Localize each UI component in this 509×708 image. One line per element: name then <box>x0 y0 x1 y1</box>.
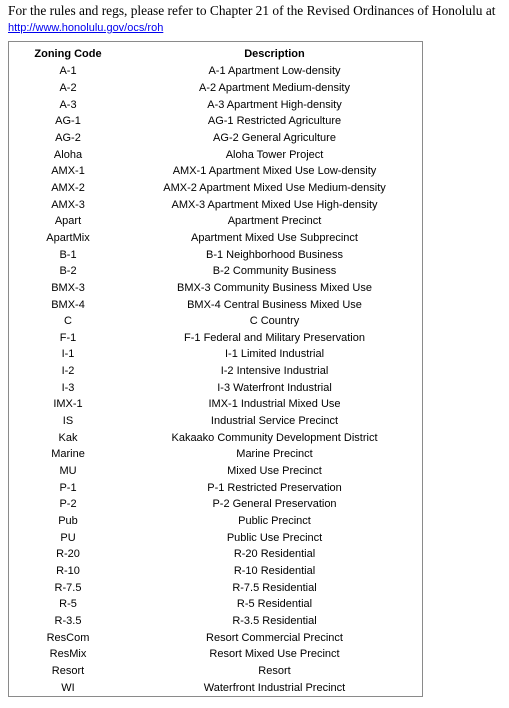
table-row <box>9 130 422 147</box>
description-cell: AMX-1 Apartment Mixed Use Low-density <box>172 165 377 178</box>
description-cell: Aloha Tower Project <box>225 148 324 161</box>
table-row <box>9 246 422 263</box>
table-row <box>9 313 422 330</box>
intro-paragraph <box>8 3 503 36</box>
table-row <box>9 280 422 297</box>
zoning-code-cell: R-20 <box>56 548 80 561</box>
zoning-code-cell: Aloha <box>53 148 83 161</box>
zoning-code-cell: C <box>64 315 72 328</box>
table-header-row <box>9 42 422 63</box>
table-row <box>9 679 422 696</box>
description-cell: R-3.5 Residential <box>232 614 317 627</box>
zoning-code-cell: I-3 <box>61 381 75 394</box>
zoning-code-cell: AG-2 <box>55 131 81 144</box>
table-row <box>9 463 422 480</box>
description-cell: Resort <box>258 664 291 677</box>
zoning-code-cell: P-2 <box>59 498 77 511</box>
zoning-code-cell: AMX-1 <box>51 165 85 178</box>
zoning-table-body <box>9 63 422 696</box>
table-row <box>9 396 422 413</box>
table-row <box>9 113 422 130</box>
description-cell: Apartment Mixed Use Subprecinct <box>191 231 358 244</box>
description-cell: Industrial Service Precinct <box>210 415 339 428</box>
zoning-code-cell: ApartMix <box>46 231 90 244</box>
description-cell: AG-2 General Agriculture <box>213 131 336 144</box>
description-cell: AG-1 Restricted Agriculture <box>207 115 342 128</box>
description-cell: A-1 Apartment Low-density <box>208 65 341 78</box>
table-row <box>9 479 422 496</box>
description-cell: A-2 Apartment Medium-density <box>198 81 350 94</box>
table-row <box>9 346 422 363</box>
zoning-code-cell: I-1 <box>61 348 75 361</box>
zoning-code-cell: WI <box>61 681 75 694</box>
header-zoning-code: Zoning Code <box>34 48 102 60</box>
zoning-code-cell: A-3 <box>59 98 77 111</box>
description-cell: R-10 Residential <box>233 565 316 578</box>
table-row <box>9 579 422 596</box>
table-row <box>9 613 422 630</box>
table-row <box>9 146 422 163</box>
description-cell: IMX-1 Industrial Mixed Use <box>208 398 341 411</box>
description-cell: B-1 Neighborhood Business <box>206 248 343 261</box>
table-row <box>9 180 422 197</box>
table-row <box>9 63 422 80</box>
table-row <box>9 446 422 463</box>
table-row <box>9 596 422 613</box>
table-row <box>9 629 422 646</box>
table-row <box>9 496 422 513</box>
zoning-code-cell: R-10 <box>56 565 80 578</box>
intro-text: For the rules and regs, please refer to Chapter 21 of the Revised Ordinances of Honolulu at <box>8 3 496 18</box>
description-cell: P-1 Restricted Preservation <box>207 481 342 494</box>
description-cell: I-3 Waterfront Industrial <box>217 381 332 394</box>
description-cell: Public Use Precinct <box>226 531 323 544</box>
description-cell: BMX-4 Central Business Mixed Use <box>187 298 362 311</box>
description-cell: AMX-2 Apartment Mixed Use Medium-density <box>163 181 386 194</box>
description-cell: Waterfront Industrial Precinct <box>203 681 346 694</box>
table-row <box>9 529 422 546</box>
zoning-code-cell: A-2 <box>59 81 77 94</box>
table-row <box>9 230 422 247</box>
zoning-code-cell: ResMix <box>49 648 87 661</box>
zoning-code-cell: ResCom <box>46 631 90 644</box>
zoning-code-cell: Pub <box>58 515 78 528</box>
zoning-code-cell: Marine <box>51 448 85 461</box>
zoning-code-cell: P-1 <box>59 481 77 494</box>
zoning-code-cell: AG-1 <box>55 115 81 128</box>
table-row <box>9 363 422 380</box>
roh-link[interactable]: http://www.honolulu.gov/ocs/roh <box>8 22 164 34</box>
description-cell: R-7.5 Residential <box>232 581 317 594</box>
zoning-code-cell: R-3.5 <box>54 614 82 627</box>
description-cell: A-3 Apartment High-density <box>207 98 342 111</box>
description-cell: Kakaako Community Development District <box>171 431 378 444</box>
zoning-code-cell: R-7.5 <box>54 581 82 594</box>
description-cell: C Country <box>249 315 300 328</box>
description-cell: R-20 Residential <box>233 548 316 561</box>
description-cell: Mixed Use Precinct <box>227 465 322 478</box>
description-cell: P-2 General Preservation <box>212 498 337 511</box>
zoning-code-cell: BMX-3 <box>51 281 85 294</box>
table-row <box>9 546 422 563</box>
table-row <box>9 330 422 347</box>
table-row <box>9 379 422 396</box>
zoning-code-cell: IS <box>62 415 74 428</box>
zoning-table <box>9 42 422 696</box>
zoning-code-cell: Resort <box>51 664 85 677</box>
zoning-code-cell: IMX-1 <box>53 398 83 411</box>
zoning-code-cell: Kak <box>58 431 78 444</box>
table-row <box>9 296 422 313</box>
table-row <box>9 513 422 530</box>
zoning-code-cell: BMX-4 <box>51 298 85 311</box>
zoning-code-cell: I-2 <box>61 365 75 378</box>
zoning-code-cell: MU <box>59 465 77 478</box>
description-cell: I-2 Intensive Industrial <box>220 365 329 378</box>
table-row <box>9 96 422 113</box>
description-cell: Resort Commercial Precinct <box>206 631 343 644</box>
table-row <box>9 196 422 213</box>
table-row <box>9 213 422 230</box>
table-row <box>9 429 422 446</box>
table-row <box>9 80 422 97</box>
description-cell: AMX-3 Apartment Mixed Use High-density <box>171 198 378 211</box>
description-cell: I-1 Limited Industrial <box>224 348 325 361</box>
description-cell: Public Precinct <box>238 515 311 528</box>
table-row <box>9 663 422 680</box>
table-row <box>9 263 422 280</box>
table-row <box>9 413 422 430</box>
zoning-code-cell: AMX-2 <box>51 181 85 194</box>
description-cell: BMX-3 Community Business Mixed Use <box>176 281 372 294</box>
zoning-code-cell: F-1 <box>59 331 77 344</box>
zoning-code-cell: B-2 <box>59 265 77 278</box>
description-cell: Resort Mixed Use Precinct <box>209 648 340 661</box>
description-cell: Apartment Precinct <box>227 215 322 228</box>
zoning-code-cell: Apart <box>54 215 82 228</box>
zoning-code-cell: R-5 <box>59 598 77 611</box>
zoning-code-cell: PU <box>60 531 76 544</box>
description-cell: F-1 Federal and Military Preservation <box>184 331 365 344</box>
description-cell: R-5 Residential <box>236 598 313 611</box>
header-description: Description <box>244 48 305 60</box>
zoning-code-cell: AMX-3 <box>51 198 85 211</box>
description-cell: B-2 Community Business <box>212 265 337 278</box>
table-row <box>9 163 422 180</box>
zoning-code-cell: A-1 <box>59 65 77 78</box>
description-cell: Marine Precinct <box>236 448 313 461</box>
zoning-table-container <box>8 41 423 697</box>
table-row <box>9 646 422 663</box>
zoning-code-cell: B-1 <box>59 248 77 261</box>
table-row <box>9 563 422 580</box>
